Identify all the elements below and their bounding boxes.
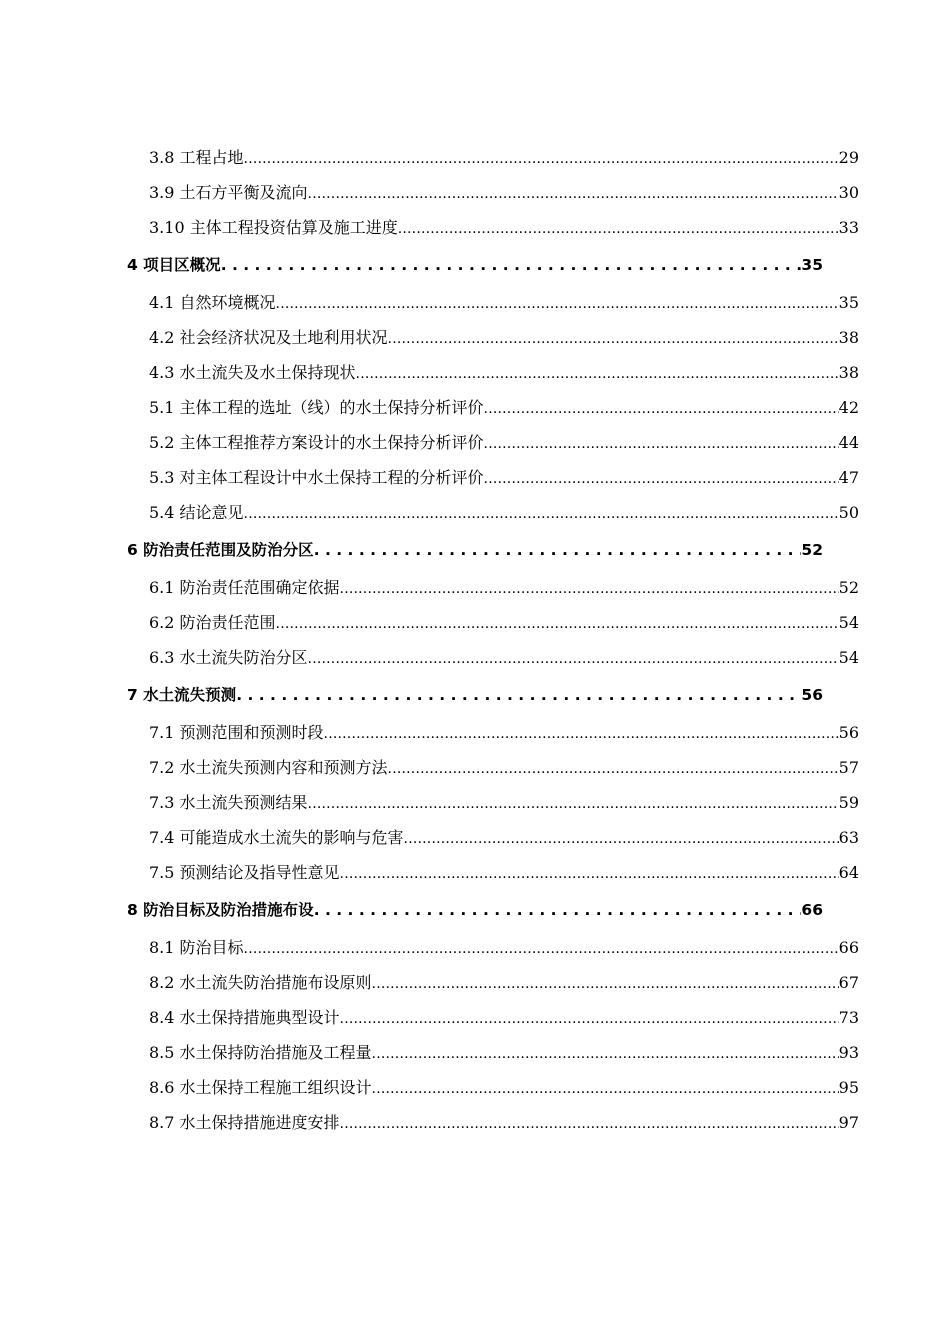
toc-entry[interactable] [149, 785, 859, 820]
dot-leader [372, 965, 839, 1002]
toc-chapter[interactable] [127, 890, 823, 930]
toc-entry[interactable] [149, 605, 859, 640]
dot-leader [356, 355, 839, 392]
toc-entry-label: 5.2 主体工程推荐方案设计的水土保持分析评价 [149, 433, 484, 452]
toc-entry-page: 29 [838, 148, 859, 167]
toc-entry-page: 35 [838, 293, 859, 312]
toc-entry-label: 3.9 土石方平衡及流向 [149, 183, 308, 202]
toc-entry-label: 4.3 水土流失及水土保持现状 [149, 363, 356, 382]
toc-entry-label: 4.1 自然环境概况 [149, 293, 276, 312]
dot-leader [308, 640, 839, 677]
toc-entry-page: 50 [838, 503, 859, 522]
toc-entry-label: 5.1 主体工程的选址（线）的水土保持分析评价 [149, 398, 484, 417]
toc-entry-label: 7.4 可能造成水土流失的影响与危害 [149, 828, 404, 847]
toc-entry[interactable] [149, 1070, 859, 1105]
toc-chapter[interactable] [127, 675, 823, 715]
dot-leader [314, 530, 802, 570]
toc-entry-label: 8.4 水土保持措施典型设计 [149, 1008, 340, 1027]
toc-entry-page: 57 [838, 758, 859, 777]
dot-leader [372, 1035, 839, 1072]
toc-entry[interactable] [149, 855, 859, 890]
dot-leader [221, 245, 802, 285]
dot-leader [314, 890, 802, 930]
toc-chapter-label: 7 水土流失预测 [127, 686, 237, 704]
toc-entry[interactable] [149, 1105, 859, 1140]
toc-entry[interactable] [149, 495, 859, 530]
toc-entry[interactable] [149, 715, 859, 750]
toc-chapter-page: 56 [801, 686, 823, 704]
toc-entry-label: 8.5 水土保持防治措施及工程量 [149, 1043, 372, 1062]
dot-leader [244, 140, 839, 177]
toc-entry-page: 42 [838, 398, 859, 417]
toc-chapter-page: 66 [801, 901, 823, 919]
dot-leader [276, 285, 839, 322]
toc-entry-page: 54 [838, 648, 859, 667]
toc-entry-label: 7.5 预测结论及指导性意见 [149, 863, 340, 882]
toc-chapter-label: 8 防治目标及防治措施布设 [127, 901, 314, 919]
toc-entry-page: 52 [838, 578, 859, 597]
toc-entry[interactable] [149, 425, 859, 460]
dot-leader [388, 750, 839, 787]
toc-entry-label: 7.1 预测范围和预测时段 [149, 723, 324, 742]
toc-chapter[interactable] [127, 245, 823, 285]
toc-entry[interactable] [149, 820, 859, 855]
toc-entry-page: 54 [838, 613, 859, 632]
toc-entry[interactable] [149, 750, 859, 785]
table-of-contents [0, 140, 950, 1140]
dot-leader [244, 930, 839, 967]
toc-entry[interactable] [149, 1035, 859, 1070]
toc-entry[interactable] [149, 140, 859, 175]
toc-entry[interactable] [149, 965, 859, 1000]
toc-entry[interactable] [149, 570, 859, 605]
dot-leader [340, 855, 839, 892]
toc-entry-page: 73 [838, 1008, 859, 1027]
toc-entry-label: 7.2 水土流失预测内容和预测方法 [149, 758, 388, 777]
dot-leader [340, 570, 839, 607]
toc-entry[interactable] [149, 460, 859, 495]
dot-leader [398, 210, 839, 247]
dot-leader [340, 1000, 839, 1037]
toc-entry-page: 30 [838, 183, 859, 202]
toc-chapter[interactable] [127, 530, 823, 570]
toc-entry[interactable] [149, 355, 859, 390]
toc-entry-page: 56 [838, 723, 859, 742]
toc-entry[interactable] [149, 320, 859, 355]
dot-leader [324, 715, 839, 752]
toc-entry-label: 3.8 工程占地 [149, 148, 244, 167]
toc-entry-page: 64 [838, 863, 859, 882]
dot-leader [308, 785, 839, 822]
toc-entry-page: 66 [838, 938, 859, 957]
toc-entry-label: 3.10 主体工程投资估算及施工进度 [149, 218, 398, 237]
toc-entry[interactable] [149, 930, 859, 965]
toc-entry[interactable] [149, 285, 859, 320]
toc-entry[interactable] [149, 175, 859, 210]
toc-entry-page: 63 [838, 828, 859, 847]
toc-entry[interactable] [149, 640, 859, 675]
dot-leader [404, 820, 839, 857]
dot-leader [388, 320, 839, 357]
dot-leader [236, 675, 801, 715]
toc-chapter-page: 52 [801, 541, 823, 559]
toc-entry[interactable] [149, 390, 859, 425]
toc-entry-label: 8.1 防治目标 [149, 938, 244, 957]
toc-entry-page: 67 [838, 973, 859, 992]
toc-entry-page: 44 [838, 433, 859, 452]
toc-entry[interactable] [149, 210, 859, 245]
toc-entry-label: 8.6 水土保持工程施工组织设计 [149, 1078, 372, 1097]
toc-chapter-page: 35 [801, 256, 823, 274]
toc-entry-page: 38 [838, 328, 859, 347]
toc-entry[interactable] [149, 1000, 859, 1035]
toc-chapter-label: 6 防治责任范围及防治分区 [127, 541, 314, 559]
dot-leader [484, 390, 839, 427]
toc-entry-page: 33 [838, 218, 859, 237]
dot-leader [308, 175, 839, 212]
toc-entry-page: 59 [838, 793, 859, 812]
toc-entry-label: 5.4 结论意见 [149, 503, 244, 522]
dot-leader [340, 1105, 839, 1142]
toc-entry-page: 38 [838, 363, 859, 382]
toc-chapter-label: 4 项目区概况 [127, 256, 221, 274]
dot-leader [484, 425, 839, 462]
toc-entry-page: 97 [838, 1113, 859, 1132]
toc-entry-label: 6.1 防治责任范围确定依据 [149, 578, 340, 597]
toc-entry-label: 6.2 防治责任范围 [149, 613, 276, 632]
dot-leader [244, 495, 839, 532]
toc-entry-label: 8.7 水土保持措施进度安排 [149, 1113, 340, 1132]
dot-leader [484, 460, 839, 497]
dot-leader [372, 1070, 839, 1107]
dot-leader [276, 605, 839, 642]
toc-entry-label: 8.2 水土流失防治措施布设原则 [149, 973, 372, 992]
toc-entry-page: 93 [838, 1043, 859, 1062]
toc-entry-page: 47 [838, 468, 859, 487]
toc-entry-page: 95 [838, 1078, 859, 1097]
toc-entry-label: 6.3 水土流失防治分区 [149, 648, 308, 667]
toc-entry-label: 4.2 社会经济状况及土地利用状况 [149, 328, 388, 347]
toc-entry-label: 5.3 对主体工程设计中水土保持工程的分析评价 [149, 468, 484, 487]
toc-entry-label: 7.3 水土流失预测结果 [149, 793, 308, 812]
